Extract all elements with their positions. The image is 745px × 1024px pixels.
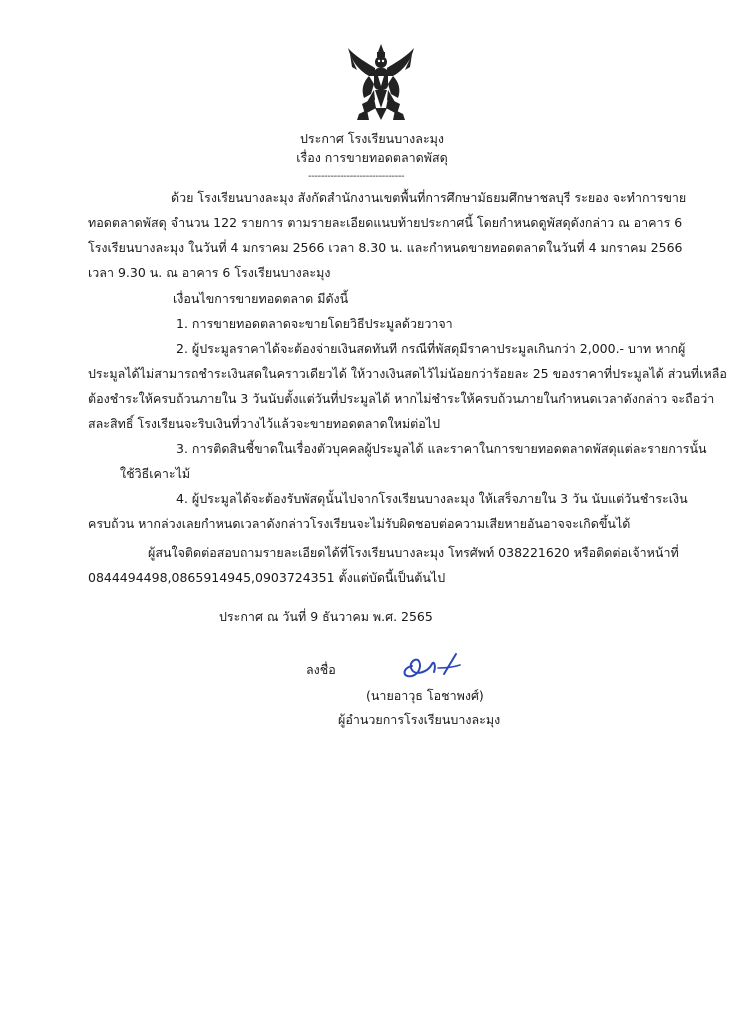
paragraph-line: เวลา 9.30 น. ณ อาคาร 6 โรงเรียนบางละมุง [88,265,331,280]
garuda-emblem [345,42,417,122]
condition-3-line: 3. การติดสินชี้ขาดในเรื่องตัวบุคคลผู้ประมูลได้ และราคาในการขายทอดตลาดพัสดุแต่ละรายการนั้น [176,441,707,456]
signer-name: (นายอาวุธ โอชาพงศ์) [366,688,484,703]
condition-1: 1. การขายทอดตลาดจะขายโดยวิธีประมูลด้วยวาจา [176,316,453,331]
paragraph-line: ด้วย โรงเรียนบางละมุง สังกัดสำนักงานเขตพื้นที่การศึกษามัธยมศึกษาชลบุรี ระยอง จะทำการขาย [171,190,687,205]
announcement-date: ประกาศ ณ วันที่ 9 ธันวาคม พ.ศ. 2565 [219,609,433,624]
condition-2-line: สละสิทธิ์ โรงเรียนจะริบเงินที่วางไว้แล้วจะขายทอดตลาดใหม่ต่อไป [88,416,441,431]
contact-line: 0844494498,0865914945,0903724351 ตั้งแต่บัดนี้เป็นต้นไป [88,570,446,585]
announcement-subject: เรื่อง การขายทอดตลาดพัสดุ [296,150,448,165]
announcement-title: ประกาศ โรงเรียนบางละมุง [299,131,445,146]
condition-2-line: ประมูลได้ไม่สามารถชำระเงินสดในคราวเดียวได้ ให้วางเงินสดไว้ไม่น้อยกว่าร้อยละ 25 ของราคาที่ประมูลได้ ส่วนที่เหลือ [88,366,727,381]
signature [398,650,462,680]
signer-position: ผู้อำนวยการโรงเรียนบางละมุง [338,712,501,727]
conditions-heading: เงื่อนไขการขายทอดตลาด มีดังนี้ [173,291,349,306]
condition-3-line: ใช้วิธีเคาะไม้ [120,466,191,481]
paragraph-line: ทอดตลาดพัสดุ จำนวน 122 รายการ ตามรายละเอียดแนบท้ายประกาศนี้ โดยกำหนดดูพัสดุดังกล่าว ณ อาคาร 6 [88,215,683,230]
condition-4-line: 4. ผู้ประมูลได้จะต้องรับพัสดุนั้นไปจากโรงเรียนบางละมุง ให้เสร็จภายใน 3 วัน นับแต่วันชำระเงิน [176,491,688,506]
contact-line: ผู้สนใจติดต่อสอบถามรายละเอียดได้ที่โรงเรียนบางละมุง โทรศัพท์ 038221620 หรือติดต่อเจ้าหน้าที่ [148,545,679,560]
condition-4-line: ครบถ้วน หากล่วงเลยกำหนดเวลาดังกล่าวโรงเรียนจะไม่รับผิดชอบต่อความเสียหายอันอาจจะเกิดขึ้นได้ [88,516,631,531]
paragraph-line: โรงเรียนบางละมุง ในวันที่ 4 มกราคม 2566 เวลา 8.30 น. และกำหนดขายทอดตลาดในวันที่ 4 มกราคม 2566 [88,240,683,255]
divider: ------------------------------ [308,171,405,182]
sign-label: ลงชื่อ [306,662,336,677]
condition-2-line: ต้องชำระให้ครบถ้วนภายใน 3 วันนับตั้งแต่วันที่ประมูลได้ หากไม่ชำระให้ครบถ้วนภายในกำหนดเวลาดังกล่าว จะถือว่า [88,391,715,406]
condition-2-line: 2. ผู้ประมูลราคาได้จะต้องจ่ายเงินสดทันที กรณีที่พัสดุมีราคาประมูลเกินกว่า 2,000.- บาท หากผู้ [176,341,686,356]
